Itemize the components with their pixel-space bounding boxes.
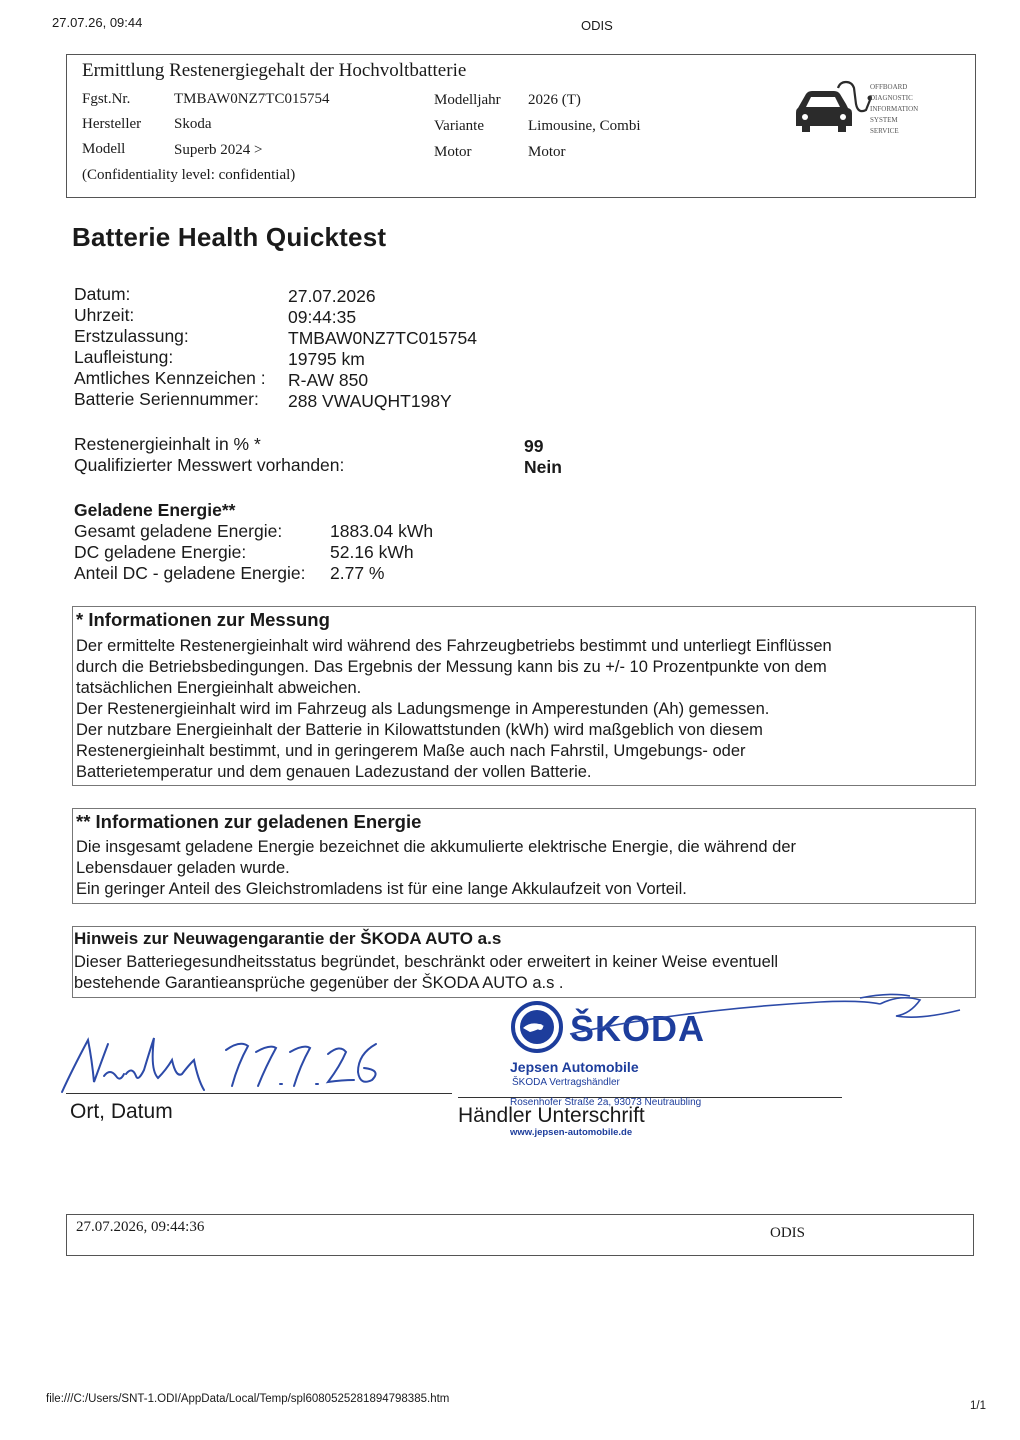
details-values (288, 286, 477, 412)
results-labels (74, 434, 344, 476)
energy-info-text: Die insgesamt geladene Energie bezeichnet die akkumulierte elektrische Energie, die während der Lebensdauer geladen wurde. Ein geringer Anteil des Gleichstromladens ist für eine lange Akkulaufzeit von Vorteil. (76, 838, 797, 898)
odis-logo (792, 80, 932, 144)
vehicle-box-title: Ermittlung Restenergiegehalt der Hochvoltbatterie (82, 60, 467, 81)
confidentiality-note: (Confidentiality level: confidential) (82, 167, 296, 183)
modelljahr-label: Modelljahr (434, 92, 501, 108)
results-values (524, 436, 562, 478)
footer-datetime: 27.07.2026, 09:44:36 (76, 1219, 205, 1235)
handwritten-place-date (58, 1030, 388, 1100)
page-title: Batterie Health Quicktest (72, 222, 387, 252)
print-header-datetime: 27.07.26, 09:44 (52, 15, 143, 30)
measurement-info-text: Der ermittelte Restenergieinhalt wird während des Fahrzeugbetriebs bestimmt und unterliegt Einflüssen durch die Betriebsbedingungen. Das Ergebnis der Messung kann bis zu +/- 10 Prozentpunkte von dem tatsächlichen Energieinhalt abweichen. Der Restenergieinhalt wird im Fahrzeug als Ladungsmenge in Amperestunden (Ah) gemessen. Der nutzbare Energieinhalt der Batterie in Kilowattstunden (kWh) wird maßgeblich von diesem Restenergieinhalt bestimmt, und in geringerem Maße auch nach Fahrstil, Umgebungs- oder Batterietemperatur und dem genauen Ladezustand der vollen Batterie. (76, 637, 832, 781)
details-labels (74, 284, 294, 410)
laufleistung-value: 19795 km (288, 349, 365, 369)
energy-label: DC geladene Energie: (74, 542, 247, 562)
measurement-info-title: * Informationen zur Messung (76, 609, 330, 630)
footer-odis: ODIS (770, 1225, 806, 1241)
energy-info-title: ** Informationen zur geladenen Energie (76, 811, 422, 832)
print-header-title: ODIS (581, 18, 613, 33)
erstzulassung-value: TMBAW0NZ7TC015754 (288, 328, 477, 348)
place-date-label: Ort, Datum (70, 1100, 173, 1123)
motor-label: Motor (434, 144, 472, 160)
warranty-text: Dieser Batteriegesundheitsstatus begründet, beschränkt oder erweitert in keiner Weise eventuell bestehende Garantieansprüche gegenüber der ŠKODA AUTO a.s . (74, 953, 779, 992)
odis-logo-text: OFFBOARD DIAGNOSTIC INFORMATION SYSTEM SERVICE (870, 83, 919, 135)
fgst-label: Fgst.Nr. (82, 91, 131, 107)
hersteller-value: Skoda (174, 116, 212, 132)
detail-label: Amtliches Kennzeichen : (74, 368, 266, 388)
energy-label: Gesamt geladene Energie: (74, 521, 283, 541)
anteil-dc-value: 2.77 % (330, 563, 385, 583)
dealer-signature-scribble (560, 990, 970, 1040)
modelljahr-value: 2026 (T) (528, 92, 581, 108)
energy-values (330, 521, 433, 584)
seriennummer-value: 288 VWAUQHT198Y (288, 391, 452, 411)
detail-label: Datum: (74, 284, 131, 304)
detail-label: Batterie Seriennummer: (74, 389, 259, 409)
messwert-label: Qualifizierter Messwert vorhanden: (74, 455, 345, 475)
detail-label: Laufleistung: (74, 347, 174, 367)
detail-label: Erstzulassung: (74, 326, 189, 346)
dc-energie-value: 52.16 kWh (330, 542, 414, 562)
energy-label: Anteil DC - geladene Energie: (74, 563, 306, 583)
print-footer-path: file:///C:/Users/SNT-1.ODI/AppData/Local/Temp/spl6080525281894798385.htm (46, 1393, 450, 1405)
dealer-signature-label: Händler Unterschrift (458, 1104, 645, 1127)
modell-label: Modell (82, 141, 126, 157)
stamp-address: Rosenhofer Straße 2a, 93073 Neutraubling (510, 1097, 702, 1108)
skoda-logo-icon (510, 1000, 564, 1054)
uhrzeit-value: 09:44:35 (288, 307, 357, 327)
stamp-subtitle: ŠKODA Vertragshändler (512, 1077, 620, 1088)
kennzeichen-value: R-AW 850 (288, 370, 369, 390)
restenergie-value: 99 (524, 436, 544, 456)
detail-label: Uhrzeit: (74, 305, 135, 325)
hersteller-label: Hersteller (82, 116, 142, 132)
modell-value: Superb 2024 > (174, 142, 263, 158)
variante-value: Limousine, Combi (528, 118, 641, 134)
stamp-brand: ŠKODA (570, 1008, 706, 1049)
energy-labels (74, 521, 306, 584)
gesamt-energie-value: 1883.04 kWh (330, 521, 434, 541)
messwert-value: Nein (524, 457, 562, 477)
stamp-web: www.jepsen-automobile.de (510, 1127, 633, 1138)
variante-label: Variante (434, 118, 484, 134)
datum-value: 27.07.2026 (288, 286, 376, 306)
fgst-value: TMBAW0NZ7TC015754 (174, 91, 330, 107)
warranty-title: Hinweis zur Neuwagengarantie der ŠKODA AUTO a.s (74, 929, 502, 948)
motor-value: Motor (528, 144, 566, 160)
stamp-dealer-name: Jepsen Automobile (510, 1059, 639, 1075)
print-footer-page: 1/1 (970, 1400, 986, 1412)
restenergie-label: Restenergieinhalt in % * (74, 434, 261, 454)
energy-heading: Geladene Energie** (74, 500, 236, 520)
car-diagnostic-icon (792, 80, 872, 142)
